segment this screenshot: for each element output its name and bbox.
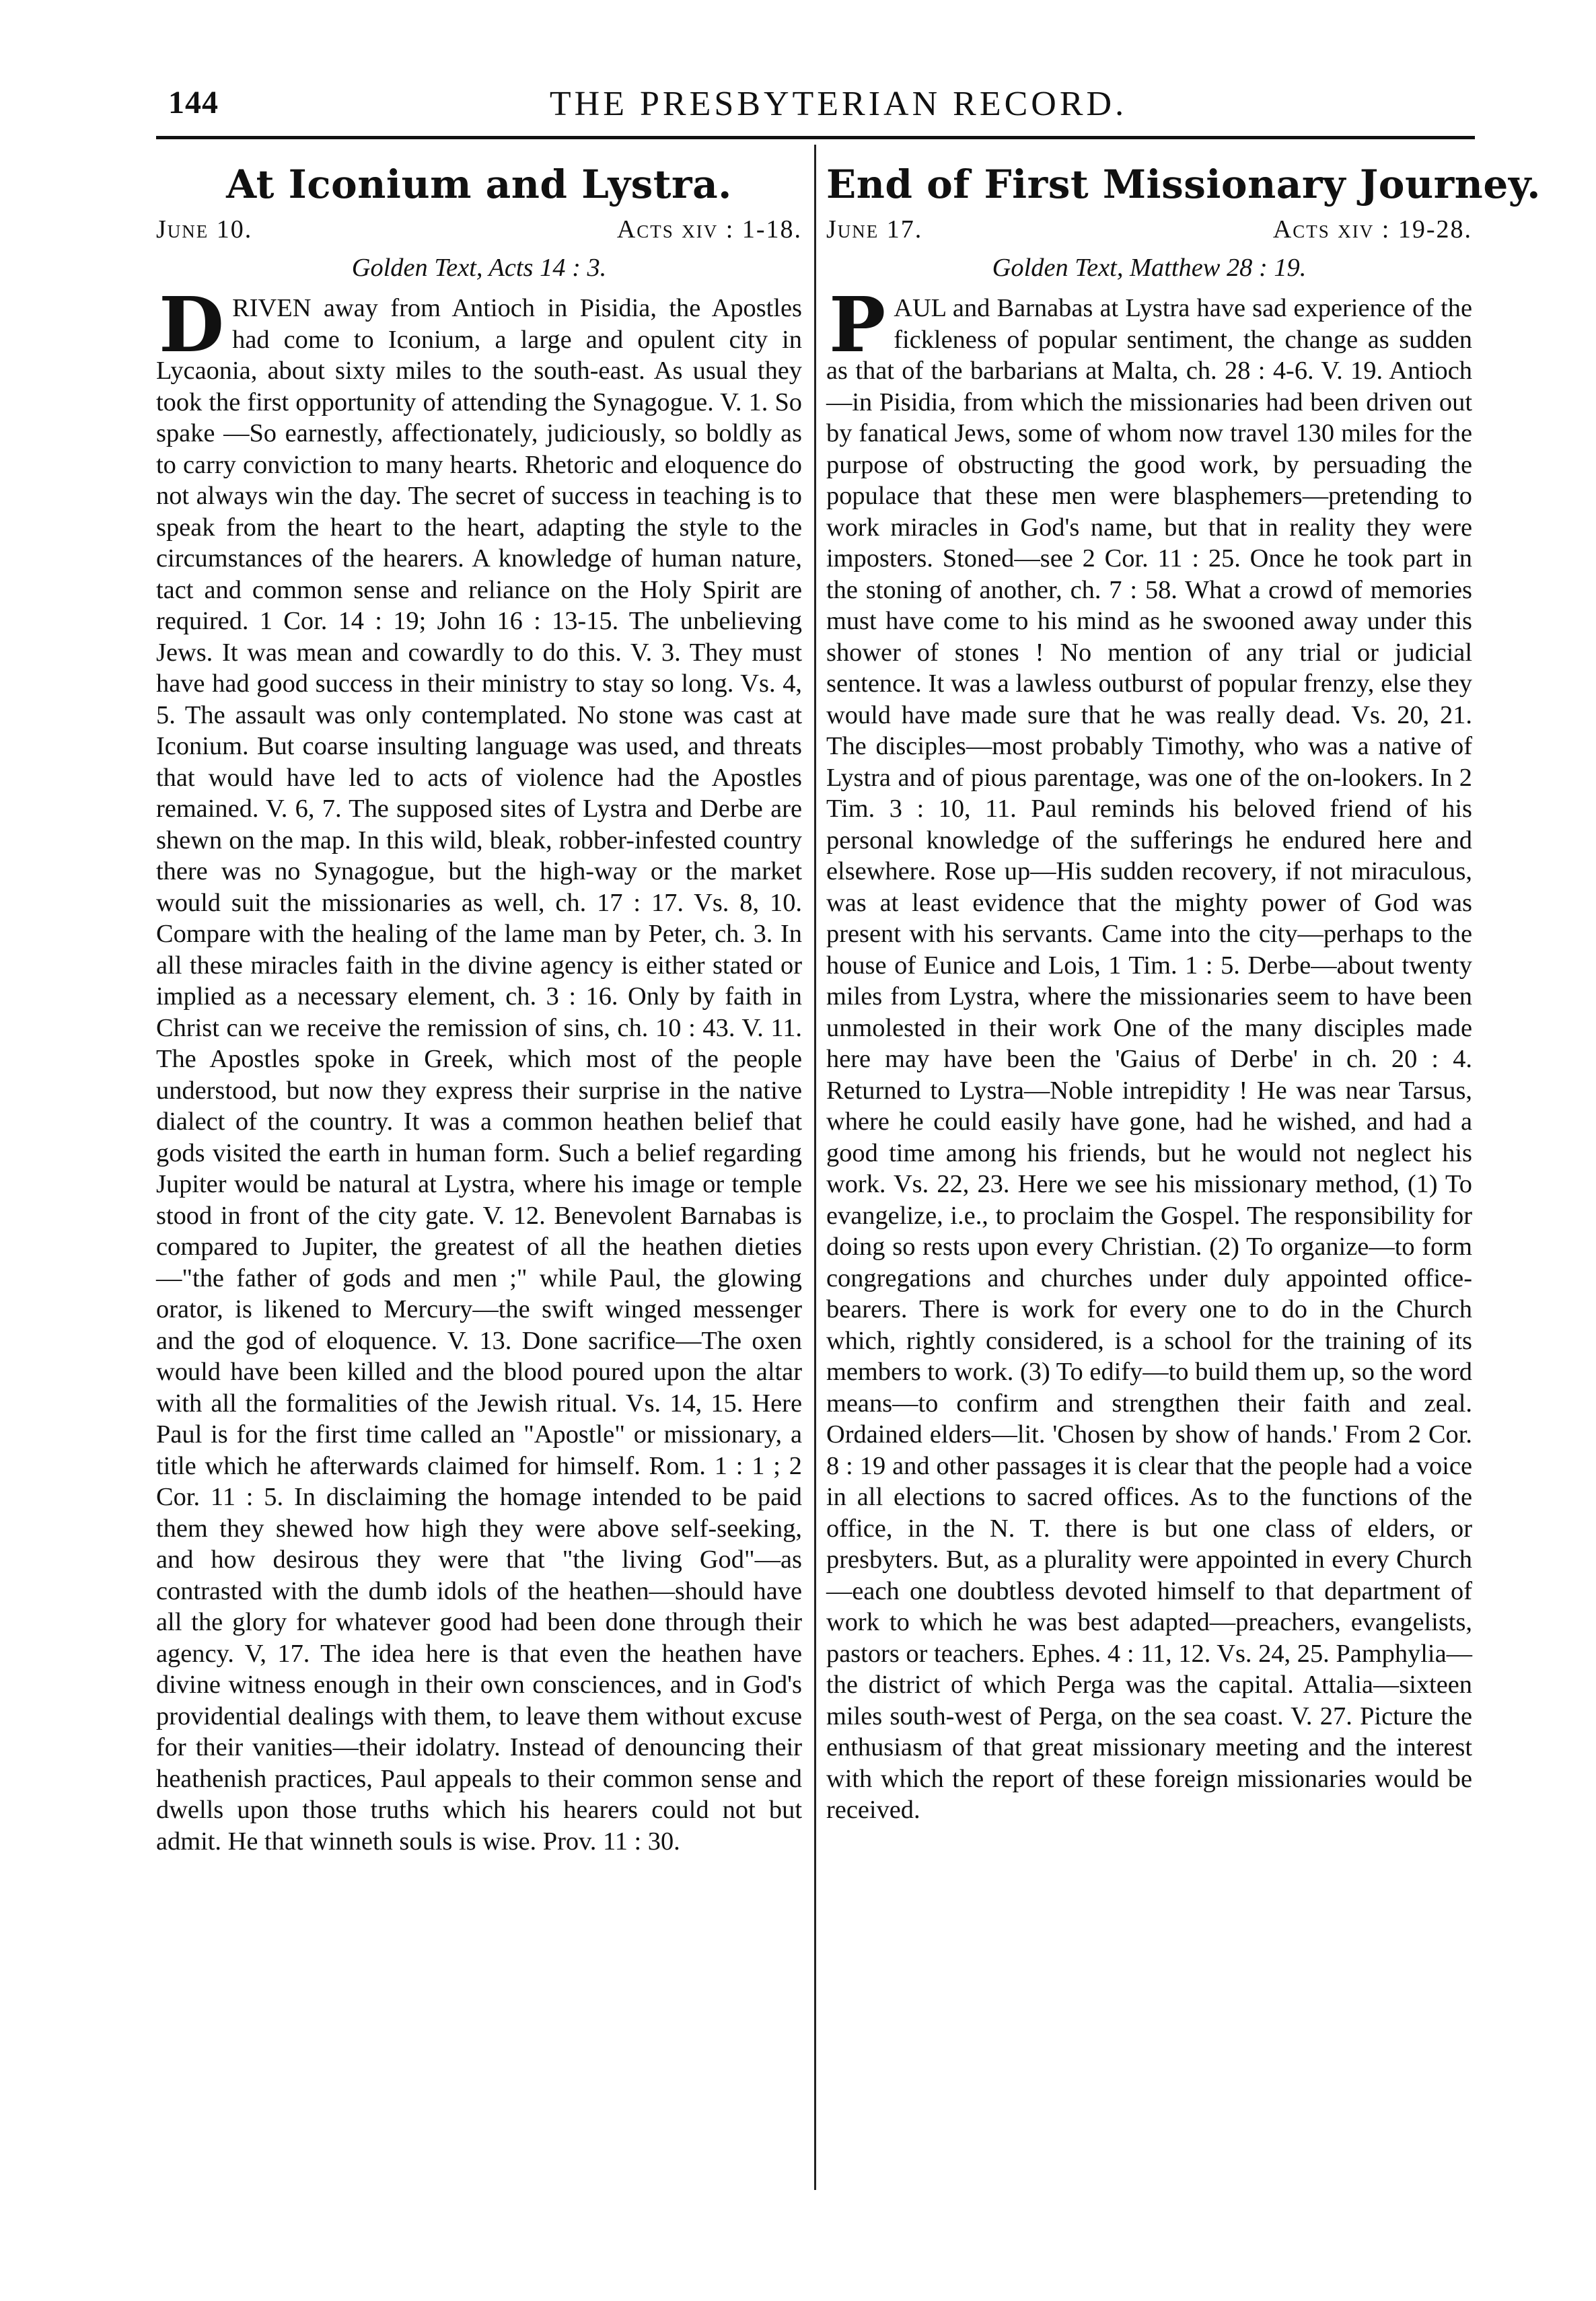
right-article [826,155,1541,1826]
right-article-body: AUL and Barnabas at Lystra have sad experience of the fickleness of popular sentiment, the change as sudden as that of the barbarians at Malta, ch. 28 : 4-6. V. 19. Antioch—in Pisidia, from which the missionaries had been driven out by fanatical Jews, some of whom now travel 130 miles for the purpose of obstructing the good work, by persuading the populace that these men were blasphemers—pretending to work miracles in God's name, but that in reality they were imposters. Stoned—see 2 Cor. 11 : 25. Once he took part in the stoning of another, ch. 7 : 58. What a crowd of memories must have come to his mind as he swooned away under this shower of stones ! No mention of any trial or judicial sentence. It was a lawless outburst of popular frenzy, else they would have made sure that he was really dead. Vs. 20, 21. The disciples—most probably Timothy, who was a native of Lystra and of pious parentage, was one of the on-lookers. In 2 Tim. 3 : 10, 11. Paul reminds his beloved friend of his personal knowledge of the sufferings he endured here and elsewhere. Rose up—His sudden recovery, if not miraculous, was at least evidence that the mighty power of God was present with his servants. Came into the city—perhaps to the house of Eunice and Lois, 1 Tim. 1 : 5. Derbe—about twenty miles from Lystra, where the missionaries seem to have been unmolested in their work One of the many disciples made here may have been the 'Gaius of Derbe' in ch. 20 : 4. Returned to Lystra—Noble intrepidity ! He was near Tarsus, where he could easily have gone, had he wished, and had a good time among his friends, but he would not neglect his work. Vs. 22, 23. Here we see his missionary method, (1) To evangelize, i.e., to proclaim the Gospel. The responsibility for doing so rests upon every Christian. (2) To organize—to form congregations and churches under duly appointed office-bearers. There is work for every one to do in the Church which, rightly considered, is a school for the training of its members to work. (3) To edify—to build them up, so the word means—to confirm and strengthen their faith and zeal. Ordained elders—lit. 'Chosen by show of hands.' From 2 Cor. 8 : 19 and other passages it is clear that the people had a voice in all elections to sacred offices. As to the functions of the office, in the N. T. there is but one class of elders, or presbyters. But, as a plurality were appointed in every Church—each one doubtless devoted himself to that department of work to which he was best adapted—preachers, evangelists, pastors or teachers. Ephes. 4 : 11, 12. Vs. 24, 25. Pamphylia—the district of which Perga was the capital. Attalia—sixteen miles south-west of Perga, on the sea coast. V. 27. Picture the enthusiasm of that great missionary meeting and the interest with which the report of these foreign missionaries would be received. [826,294,1472,1824]
header-rule [156,136,1475,139]
column-divider [814,145,816,2190]
right-article-meta [826,214,1472,246]
left-article [156,155,802,1857]
left-article-body-block [156,281,802,1857]
right-article-body-block [826,281,1472,1826]
right-article-drop-cap: P [829,281,886,369]
left-article-meta [156,214,802,246]
right-article-title: End of First Missionary Journey. [826,161,1541,207]
left-article-date: June 10. [156,215,253,244]
left-article-drop-cap: D [159,281,225,369]
right-article-golden-text: Golden Text, Matthew 28 : 19. [992,253,1307,282]
running-title: THE PRESBYTERIAN RECORD. [549,85,1128,123]
left-article-reference: Acts xiv : 1-18. [616,215,802,244]
left-article-title: At Iconium and Lystra. [226,161,732,207]
left-article-body: RIVEN away from Antioch in Pisidia, the Apostles had come to Iconium, a large and opulent city in Lycaonia, about sixty miles to the south-east. As usual they took the first opportunity of attending the Synagogue. V. 1. So spake —So earnestly, affectionately, judiciously, so boldly as to carry conviction to many hearts. Rhetoric and eloquence do not always win the day. The secret of success in teaching is to speak from the heart to the heart, adapting the style to the circumstances of the hearers. A knowledge of human nature, tact and common sense and reliance on the Holy Spirit are required. 1 Cor. 14 : 19; John 16 : 13-15. The unbelieving Jews. It was mean and cowardly to do this. V. 3. They must have had good success in their ministry to stay so long. Vs. 4, 5. The assault was only contemplated. No stone was cast at Iconium. But coarse insulting language was used, and threats that would have led to acts of violence had the Apostles remained. V. 6, 7. The supposed sites of Lystra and Derbe are shewn on the map. In this wild, bleak, robber-infested country there was no Synagogue, but the high-way or the market would suit the missionaries as well, ch. 17 : 17. Vs. 8, 10. Compare with the healing of the lame man by Peter, ch. 3. In all these miracles faith in the divine agency is either stated or implied as a necessary element, ch. 3 : 16. Only by faith in Christ can we receive the remission of sins, ch. 10 : 43. V. 11. The Apostles spoke in Greek, which most of the people understood, but now they express their surprise in the native dialect of the country. It was a common heathen belief that gods visited the earth in human form. Such a belief regarding Jupiter would be natural at Lystra, where his image or temple stood in front of the city gate. V. 12. Benevolent Barnabas is compared to Jupiter, the greatest of all the heathen dieties—"the father of gods and men ;" while Paul, the glowing orator, is likened to Mercury—the swift winged messenger and the god of eloquence. V. 13. Done sacrifice—The oxen would have been killed and the blood poured upon the altar with all the formalities of the Jewish ritual. Vs. 14, 15. Here Paul is for the first time called an "Apostle" or missionary, a title which he afterwards claimed for himself. Rom. 1 : 1 ; 2 Cor. 11 : 5. In disclaiming the homage intended to be paid them they shewed how high they were above self-seeking, and how desirous they were that "the living God"—as contrasted with the dumb idols of the heathen—should have all the glory for whatever good had been done through their agency. V, 17. The idea here is that even the heathen have divine witness enough in their own consciences, and in God's providential dealings with them, to leave them without excuse for their vanities—their idolatry. Instead of denouncing their heathenish practices, Paul appeals to their common sense and dwells upon those truths which his hearers could not but admit. He that winneth souls is wise. Prov. 11 : 30. [156,294,802,1856]
page-number: 144 [168,85,219,120]
right-article-date: June 17. [826,215,923,244]
right-article-reference: Acts xiv : 19-28. [1272,215,1472,244]
left-article-golden-text: Golden Text, Acts 14 : 3. [351,253,607,282]
